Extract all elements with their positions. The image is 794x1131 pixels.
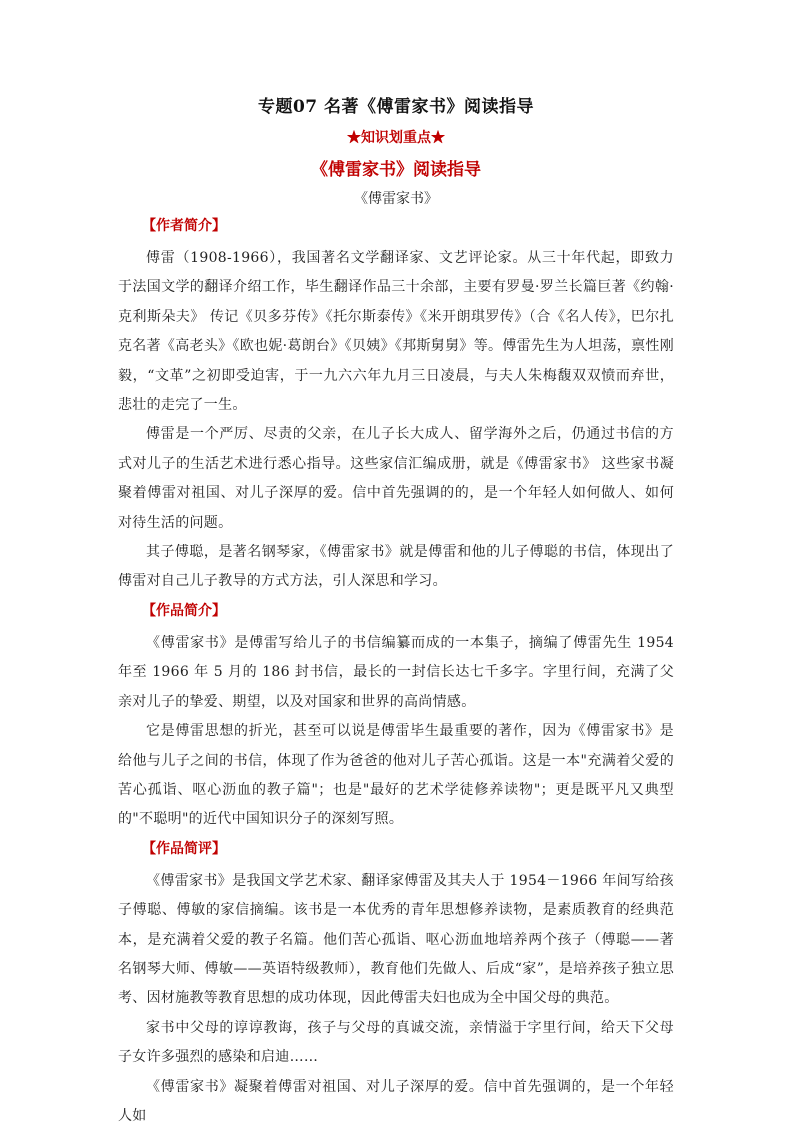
section-label: 【作者简介】 bbox=[142, 218, 226, 234]
paragraph: 其子傅聪，是著名钢琴家，《傅雷家书》就是傅雷和他的儿子傅聪的书信，体现出了傅雷对自己儿子教导的方式方法，引人深思和学习。 bbox=[118, 544, 674, 590]
section-work-intro bbox=[118, 599, 674, 835]
paragraph: 傅雷（1908-1966），我国著名文学翻译家、文艺评论家。从三十年代起，即致力于法国文学的翻译介绍工作，毕生翻译作品三十余部，主要有罗曼·罗兰长篇巨著《约翰·克利斯朵夫》 传记《贝多芬传》《托尔斯泰传》《米开朗琪罗传》（合《名人传》，巴尔扎克名著《高老头》《欧也妮·葛朗台》《贝姨》《邦斯舅舅》等。傅雷先生为人坦荡，禀性刚毅，“文革”之初即受迫害，于一九六六年九月三日凌晨，与夫人朱梅馥双双愤而弃世，悲壮的走完了一生。 bbox=[118, 250, 674, 414]
section-author-intro bbox=[118, 214, 674, 597]
paragraph: 家书中父母的谆谆教诲，孩子与父母的真诚交流，亲情溢于字里行间，给天下父母子女许多强烈的感染和启迪…… bbox=[118, 1019, 674, 1066]
section-label: 【作品简评】 bbox=[142, 840, 226, 857]
focus-mark-heading: ★知识划重点★ bbox=[347, 130, 445, 146]
document-title: 专题07 名著《傅雷家书》阅读指导 bbox=[257, 97, 535, 117]
document-page bbox=[118, 92, 674, 1131]
section-work-review bbox=[118, 837, 674, 1131]
paragraph: 它是傅雷思想的折光，甚至可以说是傅雷毕生最重要的著作，因为《傅雷家书》是给他与儿子之间的书信，体现了作为爸爸的他对儿子苦心孤诣。这是一本"充满着父爱的苦心孤诣、呕心沥血的教子篇"；也是"最好的艺术学徒修养读物"；更是既平凡又典型的"不聪明"的近代中国知识分子的深刻写照。 bbox=[118, 723, 674, 828]
paragraph: 傅雷是一个严厉、尽责的父亲，在儿子长大成人、留学海外之后，仍通过书信的方式对儿子的生活艺术进行悉心指导。这些家信汇编成册，就是《傅雷家书》 这些家书凝聚着傅雷对祖国、对儿子深厚的爱。信中首先强调的的，是一个年轻人如何做人、如何对待生活的问题。 bbox=[118, 426, 674, 531]
paragraph: 《傅雷家书》是傅雷写给儿子的书信编纂而成的一本集子，摘编了傅雷先生 1954 年至 1966 年 5 月的 186 封书信，最长的一封信长达七千多字。字里行间，充满了父亲对儿子的挚爱、期望，以及对国家和世界的高尚情感。 bbox=[118, 634, 674, 710]
book-name-heading: 《傅雷家书》 bbox=[354, 191, 438, 207]
section-label: 【作品简介】 bbox=[142, 602, 226, 619]
red-subtitle: 《傅雷家书》阅读指导 bbox=[311, 160, 481, 180]
paragraph: 《傅雷家书》凝聚着傅雷对祖国、对儿子深厚的爱。信中首先强调的，是一个年轻人如 bbox=[118, 1078, 674, 1124]
paragraph: 《傅雷家书》是我国文学艺术家、翻译家傅雷及其夫人于 1954－1966 年间写给孩子傅聪、傅敏的家信摘编。该书是一本优秀的青年思想修养读物，是素质教育的经典范本，是充满着父爱的教子名篇。他们苦心孤诣、呕心沥血地培养两个孩子（傅聪——著名钢琴大师、傅敏——英语特级教师），教育他们先做人、后成“家”，是培养孩子独立思考、因材施教等教育思想的成功体现，因此傅雷夫妇也成为全中国父母的典范。 bbox=[118, 872, 674, 1007]
